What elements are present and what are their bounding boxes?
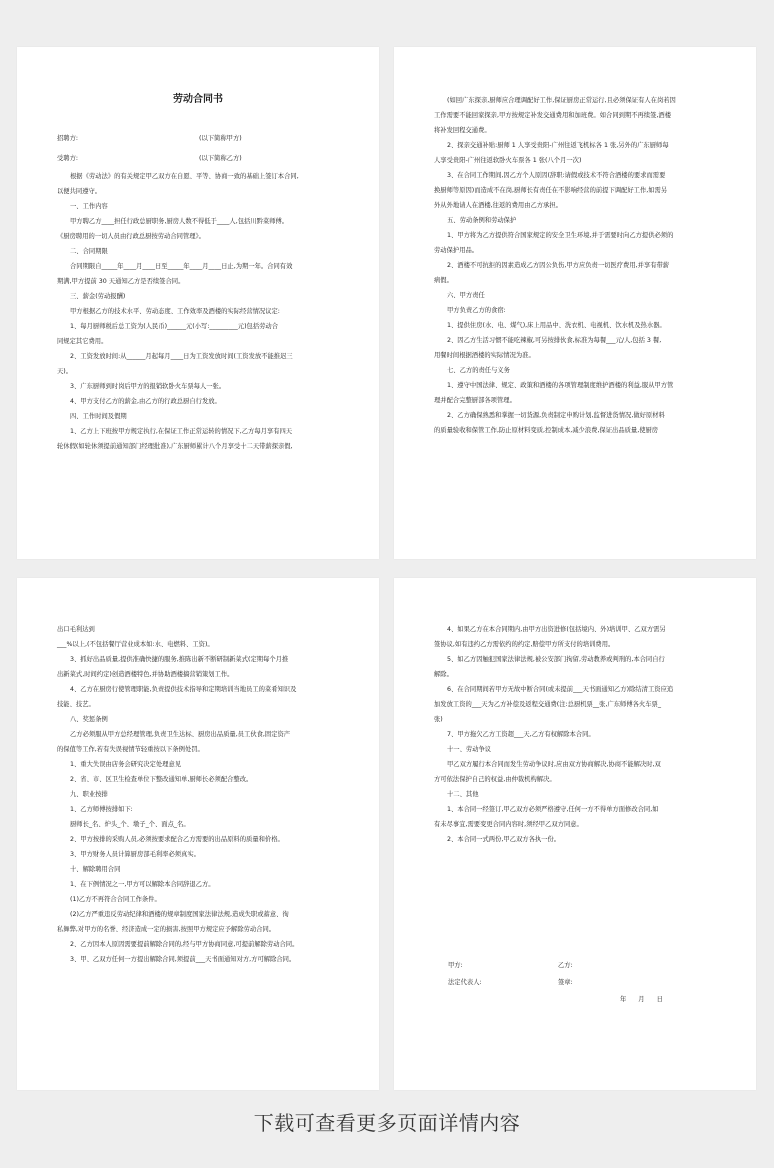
page-1-body [57,169,339,454]
text-line: 出新菜式,时间约定)创造酒楼特色,并协助酒楼搞营销策划工作。 [57,671,234,678]
text-line: 理并配合完整厨部各项管理。 [434,397,516,404]
text-line: 的质量验收和保管工作,防止原材料变质,控制成本,减少浪费,保证出品质量,使厨房 [434,427,659,434]
text-line: (2)乙方严重违反劳动纪律和酒楼的规章制度国家法律法规,造成失职或蓄意、徇 [70,911,289,918]
document-title: 劳动合同书 [173,94,223,105]
party-a-label: 甲方: [448,962,463,969]
employee-row [57,149,339,169]
text-line: 十二、其他 [447,791,479,798]
text-line: 4、甲方支付乙方的薪金,由乙方的行政总厨自行发放。 [70,398,221,405]
text-line: (1)乙方不再符合合同工作条件。 [70,896,161,903]
text-line: 同规定其它费用。 [57,338,108,345]
text-line: 以便共同遵守。 [57,188,102,195]
text-line: 2、甲方按排的采购人员,必须按要求配合乙方需要的出品原料的质量和价格。 [70,836,284,843]
document-page-4 [394,578,756,1090]
text-line: 2、因乙方生活习惯不能吃辣椒,可另按排伙食,标准为每餐___元/人,包括 3 餐, [447,337,662,344]
text-line: 乙方必须服从甲方总经理管理,负责卫生达标、厨房出品质量,员工伙食,固定资产 [70,731,291,738]
representative-label: 法定代表人: [448,979,482,986]
text-line: 6、在合同期间若甲方无故中断合同(或未提前___天书面通知乙方)除结清工资应追 [447,686,674,693]
text-line: 4、如果乙方在本合同期内,由甲方出资进修(包括境内、外)培训甲、乙双方需另 [447,626,666,633]
representative-row [434,974,716,991]
employer-label: 招聘方: [57,135,79,142]
text-line: 1、在下例情况之一,甲方可以解除本合同辞退乙方。 [70,881,215,888]
text-line: 的保值等工作,若有失误视情节轻重按以下条例处罚。 [57,746,204,753]
text-line: 7、甲方拖欠乙方工资超___天,乙方有权解除本合同。 [447,731,595,738]
text-line: 技能、技艺。 [57,701,95,708]
text-line: 2、探亲交通补贴:厨师 1 人享受贵阳-广州往返飞机标各 1 张,另外的广东厨师每 [447,142,669,149]
text-line: 天)。 [57,368,73,375]
text-line: 1、甲方将为乙方提供符合国家规定的安全卫生环境,并于需要时向乙方提供必须的 [447,232,674,239]
text-line: 2、酒楼不可抗拒的因素造成乙方因公负伤,甲方应负责一切医疗费用,并享有带薪 [447,262,670,269]
text-line: 2、本合同一式两份,甲乙双方各执一份。 [447,836,561,843]
text-line: 5、如乙方因触犯国家法律法规,被公安部门拘留,劳动教养或判刑的,本合同自行 [447,656,665,663]
text-line: 1、提供住房(水、电、煤气),床上用品中、洗衣机、电视机、饮水机及热水器。 [447,322,666,329]
text-line: 1、遵守中国法律、规定、政策和酒楼的各项管理制度维护酒楼的利益,服从甲方管 [447,382,674,389]
text-line: 轮休假(如轮休须提前通知部门经理批准),广东厨师累计八个月享受十二天带薪探亲假, [57,443,293,450]
more-pages-caption: 下载可查看更多页面详情内容 [253,1111,521,1135]
text-line: 2、省、市、区卫生检查单位下整改通知单,厨师长必须配合整改。 [70,776,253,783]
text-line: 一、工作内容 [70,203,108,210]
employer-note: (以下简称甲方) [199,135,242,142]
text-line: 3、广东厨师到时岗后甲方的报销软卧火车票每人一张。 [70,383,226,390]
text-line: 解除。 [434,671,453,678]
party-b-label: 乙方: [558,962,573,969]
seal-label: 签章: [558,979,573,986]
text-line: 3、抓好出品质量,提供准确快捷的服务,推陈出新不断研制新菜式(定期每个月推 [70,656,289,663]
text-line: 甲方根据乙方的技术水平、劳动态度、工作效率及酒楼的实际经营情况议定: [70,308,280,315]
text-line: 甲乙双方履行本合同而发生劳动争议时,应由双方协商解决,协商不能解决时,双 [447,761,661,768]
text-line: 外从外地请人在酒楼,往返的费用由乙方承担。 [434,202,562,209]
text-line: 私舞弊,对甲方的名誉、经济造成一定的损害,按照甲方规定应予解除劳动合同。 [57,926,276,933]
page-3-body [57,622,339,967]
text-line: 1、本合同一经签订,甲乙双方必须严格遵守,任何一方不得单方面修改合同,如 [447,806,659,813]
text-line: 劳动保护用品。 [434,247,479,254]
text-line: 甲方聘乙方____担任行政总厨职务,厨房人数不得低于____人,包括川黔菜师傅。 [70,218,289,225]
text-line: 2、乙方因本人原因需要提前解除合同的,经与甲方协商同意,可提前解除劳动合同。 [70,941,299,948]
text-line: 加发放工资的___天为乙方补偿及返程交通费(注:总厨机票__张,广东师傅各火车票_ [434,701,661,708]
page-4-body [434,622,716,847]
text-line: 2、工资发放时间:从______月起每月____日为工资发放时间(工资发放不能推迟三 [70,353,293,360]
text-line: 病假。 [434,277,453,284]
text-line: 有未尽事宜,需要变更合同内容时,须经甲乙双方同意。 [434,821,583,828]
text-line: 期满,甲方提前 30 天通知乙方是否续签合同。 [57,278,185,285]
document-page-3 [17,578,379,1090]
text-line: 根据《劳动法》的有关规定甲乙双方在自愿、平等、协商一致的基础上签订本合同, [70,173,299,180]
text-line: 3、甲方财务人员计算厨房部毛利率必须真实。 [70,851,200,858]
text-line: 厨师长_名、炉头_个、墩子_个、面点_名。 [70,821,190,828]
employer-row [57,129,339,149]
text-line: 2、乙方确保熟悉和掌握一切货源,负责制定申购计划,监督进货情况,做好原材料 [447,412,665,419]
document-page-2 [394,47,756,559]
text-line: (如回广东探亲,厨师应合理调配好工作,保证厨房正常运行,且必须保证有人在岗若因 [447,97,676,104]
employee-note: (以下简称乙方) [199,155,242,162]
text-line: 二、合同期限 [70,248,108,255]
text-line: 《厨房聘用的一切人员由行政总厨按劳动合同管理》。 [57,233,205,240]
page-2-body [434,93,716,438]
text-line: 将补发回程交通费。 [434,127,491,134]
text-line: 甲方负责乙方的食宿: [447,307,506,314]
text-line: 签协议,如有违约乙方需依约的约定,赔偿甲方所支付的培训费用。 [434,641,615,648]
text-line: ___%以上,(不包括餐厅营业成本如:水、电燃料、工资)。 [57,641,214,648]
text-line: 七、乙方的责任与义务 [447,367,510,374]
text-line: 换厨师等原因)而造成不在岗,厨师长有责任在不影响经营的前提下调配好工作,如需另 [434,187,668,194]
text-line: 五、劳动条例和劳动保护 [447,217,517,224]
party-row [434,957,716,974]
text-line: 张) [434,716,443,723]
text-line: 方可依法保护自己的权益,由仲裁机构解决。 [434,776,556,783]
text-line: 人享受贵阳-广州往返软卧火车票各 1 张(八个月一次) [434,157,582,164]
text-line: 1、每月厨师税后总工资为(人民币)______元(小写:_________元)包括劳动合 [70,323,279,330]
text-line: 1、乙方师傅按排如下: [70,806,133,813]
date-row: 年 月 日 [620,996,663,1003]
text-line: 合同期限自_____年____月____日至_____年____月____日止,为期一年。合同有效 [70,263,293,270]
text-line: 十一、劳动争议 [447,746,492,753]
text-line: 六、甲方责任 [447,292,485,299]
text-line: 四、工作时间及假期 [70,413,127,420]
text-line: 1、重大失误由店务会研究决定处理意见 [70,761,182,768]
text-line: 十、解除聘用合同 [70,866,121,873]
text-line: 工作需要不能回家探亲,甲方按规定补发交通费用和加班费。如合同到期不再续签,酒楼 [434,112,671,119]
text-line: 3、在合同工作期间,因乙方个人原因(辞职:请假或技术不符合酒楼的要求而需要 [447,172,666,179]
text-line: 九、职业按排 [70,791,108,798]
text-line: 出口毛利达到 [57,626,95,633]
text-line: 三、薪金(劳动报酬) [70,293,126,300]
text-line: 八、奖惩条例 [70,716,108,723]
signature-block [434,957,716,1008]
employee-label: 受聘方: [57,155,79,162]
text-line: 1、乙方上下班按甲方规定执行,在保证工作正常运转的情况下,乙方每月享有四天 [70,428,293,435]
text-line: 4、乙方在厨房行使管理职能,负责提供技术指导和定期培训当地员工的菜肴知识及 [70,686,297,693]
text-line: 3、甲、乙双方任何一方提出解除合同,须提前___天书面通知对方,方可解除合同。 [70,956,296,963]
document-page-1 [17,47,379,559]
text-line: 用餐时间根据酒楼的实际情况为准。 [434,352,535,359]
